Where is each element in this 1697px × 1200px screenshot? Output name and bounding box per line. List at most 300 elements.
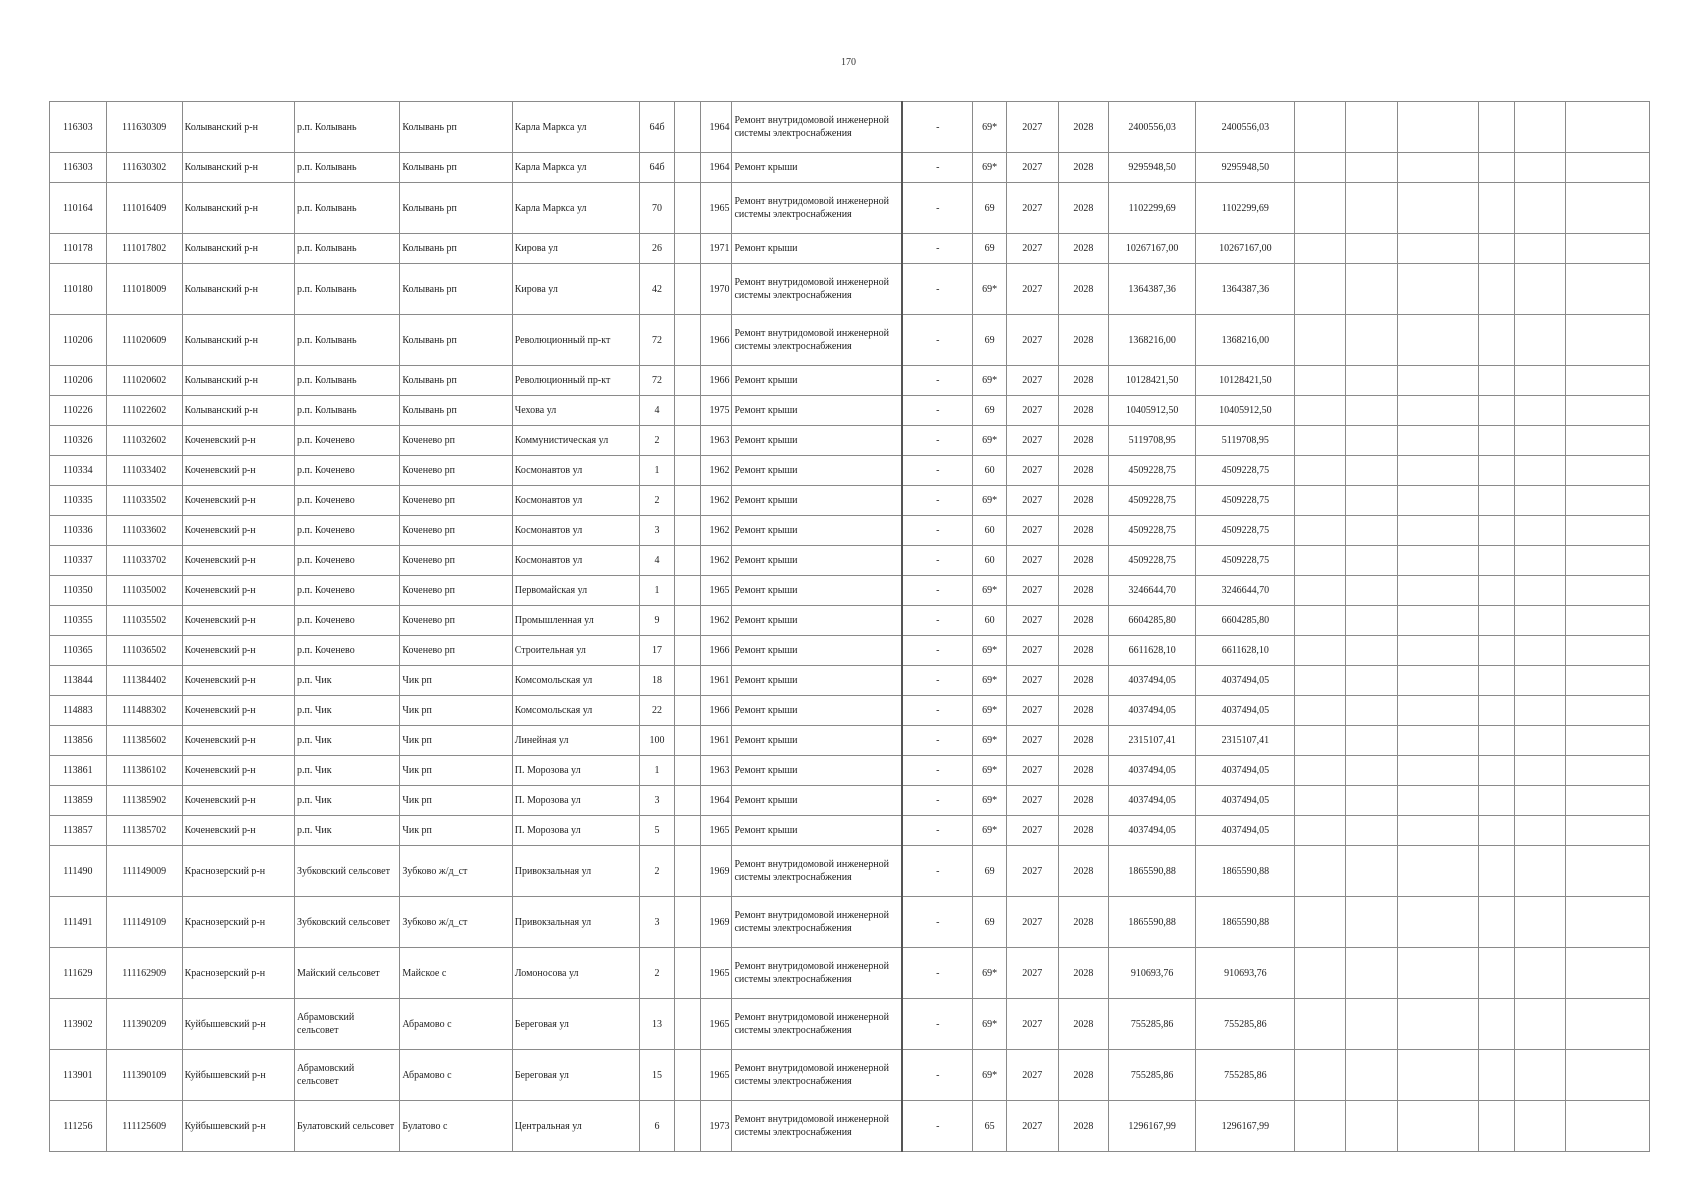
work-type: Ремонт крыши bbox=[732, 153, 902, 183]
work-type: Ремонт внутридомовой инженерной системы электроснабжения bbox=[732, 1101, 902, 1152]
table-row bbox=[50, 756, 1650, 786]
plan-year-end: 2028 bbox=[1058, 1101, 1109, 1152]
plan-year-start: 2027 bbox=[1006, 366, 1058, 396]
empty-cell bbox=[1346, 426, 1398, 456]
dash-cell: - bbox=[902, 315, 973, 366]
settlement: р.п. Чик bbox=[295, 786, 400, 816]
plan-year-start: 2027 bbox=[1006, 546, 1058, 576]
empty-cell bbox=[1397, 636, 1478, 666]
service-term: 69* bbox=[973, 726, 1006, 756]
empty-cell bbox=[1515, 846, 1566, 897]
empty-cell bbox=[1397, 426, 1478, 456]
object-code: 111033702 bbox=[106, 546, 182, 576]
work-type: Ремонт внутридомовой инженерной системы электроснабжения bbox=[732, 846, 902, 897]
table-row bbox=[50, 426, 1650, 456]
empty-cell bbox=[1478, 315, 1514, 366]
cost-regional: 4037494,05 bbox=[1196, 786, 1295, 816]
table-row bbox=[50, 264, 1650, 315]
empty-cell bbox=[1346, 948, 1398, 999]
row-id: 110178 bbox=[50, 234, 107, 264]
row-id: 111256 bbox=[50, 1101, 107, 1152]
row-id: 110365 bbox=[50, 636, 107, 666]
empty-cell bbox=[1478, 816, 1514, 846]
service-term: 69* bbox=[973, 576, 1006, 606]
plan-year-end: 2028 bbox=[1058, 264, 1109, 315]
plan-year-end: 2028 bbox=[1058, 666, 1109, 696]
street: Карла Маркса ул bbox=[512, 153, 640, 183]
empty-cell bbox=[1565, 948, 1649, 999]
empty-cell bbox=[1565, 786, 1649, 816]
object-code: 111125609 bbox=[106, 1101, 182, 1152]
house-number: 1 bbox=[640, 456, 674, 486]
house-number: 4 bbox=[640, 546, 674, 576]
build-year: 1965 bbox=[701, 183, 732, 234]
empty-cell bbox=[1515, 999, 1566, 1050]
empty-cell bbox=[1515, 897, 1566, 948]
empty-cell bbox=[1397, 396, 1478, 426]
district: Коченевский р-н bbox=[182, 726, 294, 756]
locality: Колывань рп bbox=[400, 183, 512, 234]
district: Колыванский р-н bbox=[182, 183, 294, 234]
dash-cell: - bbox=[902, 516, 973, 546]
empty-cell bbox=[674, 315, 700, 366]
empty-cell bbox=[1346, 456, 1398, 486]
dash-cell: - bbox=[902, 576, 973, 606]
empty-cell bbox=[1295, 846, 1346, 897]
object-code: 111020609 bbox=[106, 315, 182, 366]
street: П. Морозова ул bbox=[512, 756, 640, 786]
locality: Колывань рп bbox=[400, 396, 512, 426]
street: Революционный пр-кт bbox=[512, 366, 640, 396]
plan-year-start: 2027 bbox=[1006, 999, 1058, 1050]
locality: Чик рп bbox=[400, 726, 512, 756]
work-type: Ремонт внутридомовой инженерной системы электроснабжения bbox=[732, 897, 902, 948]
empty-cell bbox=[674, 516, 700, 546]
empty-cell bbox=[1346, 486, 1398, 516]
empty-cell bbox=[1565, 897, 1649, 948]
empty-cell bbox=[1346, 816, 1398, 846]
empty-cell bbox=[1397, 486, 1478, 516]
service-term: 69* bbox=[973, 636, 1006, 666]
plan-year-end: 2028 bbox=[1058, 696, 1109, 726]
dash-cell: - bbox=[902, 606, 973, 636]
table-row bbox=[50, 846, 1650, 897]
plan-year-start: 2027 bbox=[1006, 636, 1058, 666]
empty-cell bbox=[1397, 756, 1478, 786]
empty-cell bbox=[1478, 786, 1514, 816]
empty-cell bbox=[1515, 666, 1566, 696]
build-year: 1966 bbox=[701, 696, 732, 726]
locality: Коченево рп bbox=[400, 546, 512, 576]
build-year: 1965 bbox=[701, 816, 732, 846]
street: Строительная ул bbox=[512, 636, 640, 666]
house-number: 64б bbox=[640, 102, 674, 153]
empty-cell bbox=[1295, 726, 1346, 756]
empty-cell bbox=[1515, 546, 1566, 576]
cost-regional: 1865590,88 bbox=[1196, 897, 1295, 948]
object-code: 111149009 bbox=[106, 846, 182, 897]
object-code: 111035002 bbox=[106, 576, 182, 606]
empty-cell bbox=[1295, 666, 1346, 696]
locality: Зубково ж/д_ст bbox=[400, 846, 512, 897]
plan-year-end: 2028 bbox=[1058, 576, 1109, 606]
empty-cell bbox=[674, 786, 700, 816]
street: Комсомольская ул bbox=[512, 696, 640, 726]
empty-cell bbox=[674, 1101, 700, 1152]
empty-cell bbox=[674, 606, 700, 636]
empty-cell bbox=[674, 366, 700, 396]
house-number: 2 bbox=[640, 486, 674, 516]
row-id: 110226 bbox=[50, 396, 107, 426]
empty-cell bbox=[1295, 816, 1346, 846]
cost-total: 10267167,00 bbox=[1109, 234, 1196, 264]
empty-cell bbox=[1565, 666, 1649, 696]
empty-cell bbox=[1565, 456, 1649, 486]
street: Привокзальная ул bbox=[512, 846, 640, 897]
work-type: Ремонт крыши bbox=[732, 816, 902, 846]
service-term: 69* bbox=[973, 696, 1006, 726]
build-year: 1965 bbox=[701, 999, 732, 1050]
object-code: 111630309 bbox=[106, 102, 182, 153]
plan-year-end: 2028 bbox=[1058, 183, 1109, 234]
empty-cell bbox=[674, 546, 700, 576]
empty-cell bbox=[1295, 516, 1346, 546]
build-year: 1962 bbox=[701, 516, 732, 546]
settlement: р.п. Колывань bbox=[295, 396, 400, 426]
object-code: 111035502 bbox=[106, 606, 182, 636]
street: Космонавтов ул bbox=[512, 516, 640, 546]
empty-cell bbox=[1565, 636, 1649, 666]
settlement: р.п. Коченево bbox=[295, 576, 400, 606]
street: Комсомольская ул bbox=[512, 666, 640, 696]
work-type: Ремонт крыши bbox=[732, 516, 902, 546]
empty-cell bbox=[1515, 396, 1566, 426]
empty-cell bbox=[1295, 456, 1346, 486]
object-code: 111033602 bbox=[106, 516, 182, 546]
empty-cell bbox=[1478, 153, 1514, 183]
empty-cell bbox=[1565, 366, 1649, 396]
empty-cell bbox=[1346, 183, 1398, 234]
empty-cell bbox=[1397, 816, 1478, 846]
empty-cell bbox=[1565, 426, 1649, 456]
district: Краснозерский р-н bbox=[182, 897, 294, 948]
empty-cell bbox=[674, 486, 700, 516]
empty-cell bbox=[1565, 999, 1649, 1050]
dash-cell: - bbox=[902, 546, 973, 576]
plan-year-start: 2027 bbox=[1006, 426, 1058, 456]
work-type: Ремонт внутридомовой инженерной системы электроснабжения bbox=[732, 315, 902, 366]
dash-cell: - bbox=[902, 426, 973, 456]
empty-cell bbox=[1515, 786, 1566, 816]
district: Колыванский р-н bbox=[182, 153, 294, 183]
empty-cell bbox=[1397, 366, 1478, 396]
cost-regional: 1364387,36 bbox=[1196, 264, 1295, 315]
district: Куйбышевский р-н bbox=[182, 999, 294, 1050]
locality: Колывань рп bbox=[400, 102, 512, 153]
table-row bbox=[50, 315, 1650, 366]
plan-year-start: 2027 bbox=[1006, 756, 1058, 786]
locality: Чик рп bbox=[400, 666, 512, 696]
cost-total: 4509228,75 bbox=[1109, 516, 1196, 546]
cost-total: 4037494,05 bbox=[1109, 666, 1196, 696]
empty-cell bbox=[1478, 183, 1514, 234]
empty-cell bbox=[1346, 234, 1398, 264]
district: Коченевский р-н bbox=[182, 666, 294, 696]
row-id: 111629 bbox=[50, 948, 107, 999]
empty-cell bbox=[1346, 666, 1398, 696]
empty-cell bbox=[1397, 786, 1478, 816]
empty-cell bbox=[1478, 264, 1514, 315]
service-term: 65 bbox=[973, 1101, 1006, 1152]
empty-cell bbox=[1565, 264, 1649, 315]
settlement: р.п. Колывань bbox=[295, 183, 400, 234]
empty-cell bbox=[1515, 606, 1566, 636]
cost-total: 1865590,88 bbox=[1109, 897, 1196, 948]
object-code: 111020602 bbox=[106, 366, 182, 396]
settlement: р.п. Коченево bbox=[295, 456, 400, 486]
cost-total: 2400556,03 bbox=[1109, 102, 1196, 153]
locality: Колывань рп bbox=[400, 153, 512, 183]
street: Революционный пр-кт bbox=[512, 315, 640, 366]
work-type: Ремонт крыши bbox=[732, 756, 902, 786]
empty-cell bbox=[1346, 264, 1398, 315]
empty-cell bbox=[1478, 234, 1514, 264]
district: Краснозерский р-н bbox=[182, 948, 294, 999]
locality: Колывань рп bbox=[400, 264, 512, 315]
work-type: Ремонт крыши bbox=[732, 786, 902, 816]
table-row bbox=[50, 666, 1650, 696]
table-row bbox=[50, 726, 1650, 756]
table-row bbox=[50, 636, 1650, 666]
build-year: 1965 bbox=[701, 1050, 732, 1101]
empty-cell bbox=[674, 696, 700, 726]
service-term: 69 bbox=[973, 846, 1006, 897]
table-row bbox=[50, 576, 1650, 606]
dash-cell: - bbox=[902, 786, 973, 816]
empty-cell bbox=[1397, 726, 1478, 756]
cost-total: 1364387,36 bbox=[1109, 264, 1196, 315]
build-year: 1969 bbox=[701, 897, 732, 948]
empty-cell bbox=[1346, 756, 1398, 786]
dash-cell: - bbox=[902, 999, 973, 1050]
cost-regional: 2400556,03 bbox=[1196, 102, 1295, 153]
table-row bbox=[50, 102, 1650, 153]
empty-cell bbox=[1346, 102, 1398, 153]
empty-cell bbox=[1565, 234, 1649, 264]
plan-year-end: 2028 bbox=[1058, 756, 1109, 786]
street: Ломоносова ул bbox=[512, 948, 640, 999]
empty-cell bbox=[1295, 264, 1346, 315]
service-term: 69 bbox=[973, 234, 1006, 264]
house-number: 2 bbox=[640, 846, 674, 897]
plan-year-end: 2028 bbox=[1058, 1050, 1109, 1101]
build-year: 1971 bbox=[701, 234, 732, 264]
empty-cell bbox=[1295, 948, 1346, 999]
row-id: 110335 bbox=[50, 486, 107, 516]
settlement: р.п. Чик bbox=[295, 666, 400, 696]
empty-cell bbox=[1515, 816, 1566, 846]
cost-total: 4037494,05 bbox=[1109, 786, 1196, 816]
empty-cell bbox=[1346, 396, 1398, 426]
empty-cell bbox=[1515, 183, 1566, 234]
table-row bbox=[50, 816, 1650, 846]
plan-year-start: 2027 bbox=[1006, 396, 1058, 426]
empty-cell bbox=[1565, 102, 1649, 153]
table-row bbox=[50, 1050, 1650, 1101]
locality: Коченево рп bbox=[400, 636, 512, 666]
row-id: 110206 bbox=[50, 315, 107, 366]
plan-year-end: 2028 bbox=[1058, 606, 1109, 636]
cost-total: 10128421,50 bbox=[1109, 366, 1196, 396]
service-term: 69 bbox=[973, 396, 1006, 426]
locality: Коченево рп bbox=[400, 576, 512, 606]
table-row bbox=[50, 897, 1650, 948]
locality: Чик рп bbox=[400, 816, 512, 846]
cost-total: 755285,86 bbox=[1109, 1050, 1196, 1101]
cost-regional: 910693,76 bbox=[1196, 948, 1295, 999]
street: Космонавтов ул bbox=[512, 546, 640, 576]
build-year: 1962 bbox=[701, 606, 732, 636]
service-term: 69 bbox=[973, 897, 1006, 948]
settlement: р.п. Колывань bbox=[295, 366, 400, 396]
settlement: Абрамовский сельсовет bbox=[295, 1050, 400, 1101]
cost-regional: 755285,86 bbox=[1196, 1050, 1295, 1101]
empty-cell bbox=[674, 999, 700, 1050]
empty-cell bbox=[1346, 606, 1398, 636]
empty-cell bbox=[674, 426, 700, 456]
empty-cell bbox=[1515, 264, 1566, 315]
empty-cell bbox=[1295, 486, 1346, 516]
street: Карла Маркса ул bbox=[512, 183, 640, 234]
plan-year-end: 2028 bbox=[1058, 234, 1109, 264]
settlement: р.п. Колывань bbox=[295, 264, 400, 315]
build-year: 1962 bbox=[701, 486, 732, 516]
plan-year-end: 2028 bbox=[1058, 636, 1109, 666]
plan-year-start: 2027 bbox=[1006, 183, 1058, 234]
street: П. Морозова ул bbox=[512, 786, 640, 816]
plan-year-start: 2027 bbox=[1006, 102, 1058, 153]
settlement: р.п. Колывань bbox=[295, 234, 400, 264]
empty-cell bbox=[1515, 315, 1566, 366]
dash-cell: - bbox=[902, 366, 973, 396]
empty-cell bbox=[1346, 726, 1398, 756]
table-row bbox=[50, 546, 1650, 576]
cost-regional: 5119708,95 bbox=[1196, 426, 1295, 456]
plan-year-end: 2028 bbox=[1058, 486, 1109, 516]
house-number: 2 bbox=[640, 426, 674, 456]
work-type: Ремонт внутридомовой инженерной системы электроснабжения bbox=[732, 948, 902, 999]
plan-year-end: 2028 bbox=[1058, 153, 1109, 183]
settlement: Майский сельсовет bbox=[295, 948, 400, 999]
empty-cell bbox=[674, 666, 700, 696]
capital-repair-table bbox=[49, 101, 1650, 1152]
cost-total: 9295948,50 bbox=[1109, 153, 1196, 183]
street: Береговая ул bbox=[512, 999, 640, 1050]
dash-cell: - bbox=[902, 1101, 973, 1152]
locality: Булатово с bbox=[400, 1101, 512, 1152]
house-number: 13 bbox=[640, 999, 674, 1050]
cost-regional: 4037494,05 bbox=[1196, 666, 1295, 696]
page-number: 170 bbox=[841, 57, 856, 68]
plan-year-start: 2027 bbox=[1006, 486, 1058, 516]
empty-cell bbox=[674, 576, 700, 606]
district: Колыванский р-н bbox=[182, 396, 294, 426]
service-term: 69* bbox=[973, 948, 1006, 999]
locality: Коченево рп bbox=[400, 456, 512, 486]
plan-year-start: 2027 bbox=[1006, 576, 1058, 606]
street: Привокзальная ул bbox=[512, 897, 640, 948]
plan-year-start: 2027 bbox=[1006, 666, 1058, 696]
street: Линейная ул bbox=[512, 726, 640, 756]
empty-cell bbox=[1478, 696, 1514, 726]
work-type: Ремонт крыши bbox=[732, 636, 902, 666]
cost-regional: 1368216,00 bbox=[1196, 315, 1295, 366]
table-row bbox=[50, 396, 1650, 426]
service-term: 60 bbox=[973, 516, 1006, 546]
empty-cell bbox=[1346, 846, 1398, 897]
empty-cell bbox=[1515, 486, 1566, 516]
empty-cell bbox=[674, 846, 700, 897]
empty-cell bbox=[1515, 153, 1566, 183]
empty-cell bbox=[1478, 576, 1514, 606]
cost-regional: 1296167,99 bbox=[1196, 1101, 1295, 1152]
plan-year-start: 2027 bbox=[1006, 897, 1058, 948]
district: Куйбышевский р-н bbox=[182, 1101, 294, 1152]
settlement: р.п. Чик bbox=[295, 726, 400, 756]
district: Колыванский р-н bbox=[182, 102, 294, 153]
row-id: 110334 bbox=[50, 456, 107, 486]
settlement: р.п. Колывань bbox=[295, 315, 400, 366]
work-type: Ремонт внутридомовой инженерной системы электроснабжения bbox=[732, 183, 902, 234]
table-row bbox=[50, 486, 1650, 516]
dash-cell: - bbox=[902, 726, 973, 756]
street: Кирова ул bbox=[512, 234, 640, 264]
table-body bbox=[50, 102, 1650, 1152]
plan-year-start: 2027 bbox=[1006, 153, 1058, 183]
empty-cell bbox=[1565, 696, 1649, 726]
cost-regional: 6604285,80 bbox=[1196, 606, 1295, 636]
plan-year-start: 2027 bbox=[1006, 516, 1058, 546]
locality: Чик рп bbox=[400, 696, 512, 726]
build-year: 1975 bbox=[701, 396, 732, 426]
build-year: 1965 bbox=[701, 948, 732, 999]
empty-cell bbox=[1295, 396, 1346, 426]
plan-year-start: 2027 bbox=[1006, 816, 1058, 846]
object-code: 111386102 bbox=[106, 756, 182, 786]
empty-cell bbox=[1515, 636, 1566, 666]
empty-cell bbox=[1565, 486, 1649, 516]
street: Чехова ул bbox=[512, 396, 640, 426]
table-row bbox=[50, 1101, 1650, 1152]
row-id: 113861 bbox=[50, 756, 107, 786]
service-term: 69* bbox=[973, 999, 1006, 1050]
locality: Чик рп bbox=[400, 786, 512, 816]
row-id: 110180 bbox=[50, 264, 107, 315]
build-year: 1961 bbox=[701, 726, 732, 756]
row-id: 113856 bbox=[50, 726, 107, 756]
empty-cell bbox=[1565, 726, 1649, 756]
plan-year-start: 2027 bbox=[1006, 1101, 1058, 1152]
house-number: 15 bbox=[640, 1050, 674, 1101]
service-term: 60 bbox=[973, 456, 1006, 486]
empty-cell bbox=[1397, 153, 1478, 183]
plan-year-start: 2027 bbox=[1006, 264, 1058, 315]
plan-year-start: 2027 bbox=[1006, 726, 1058, 756]
empty-cell bbox=[1478, 948, 1514, 999]
empty-cell bbox=[1515, 1101, 1566, 1152]
object-code: 111149109 bbox=[106, 897, 182, 948]
empty-cell bbox=[1478, 1050, 1514, 1101]
